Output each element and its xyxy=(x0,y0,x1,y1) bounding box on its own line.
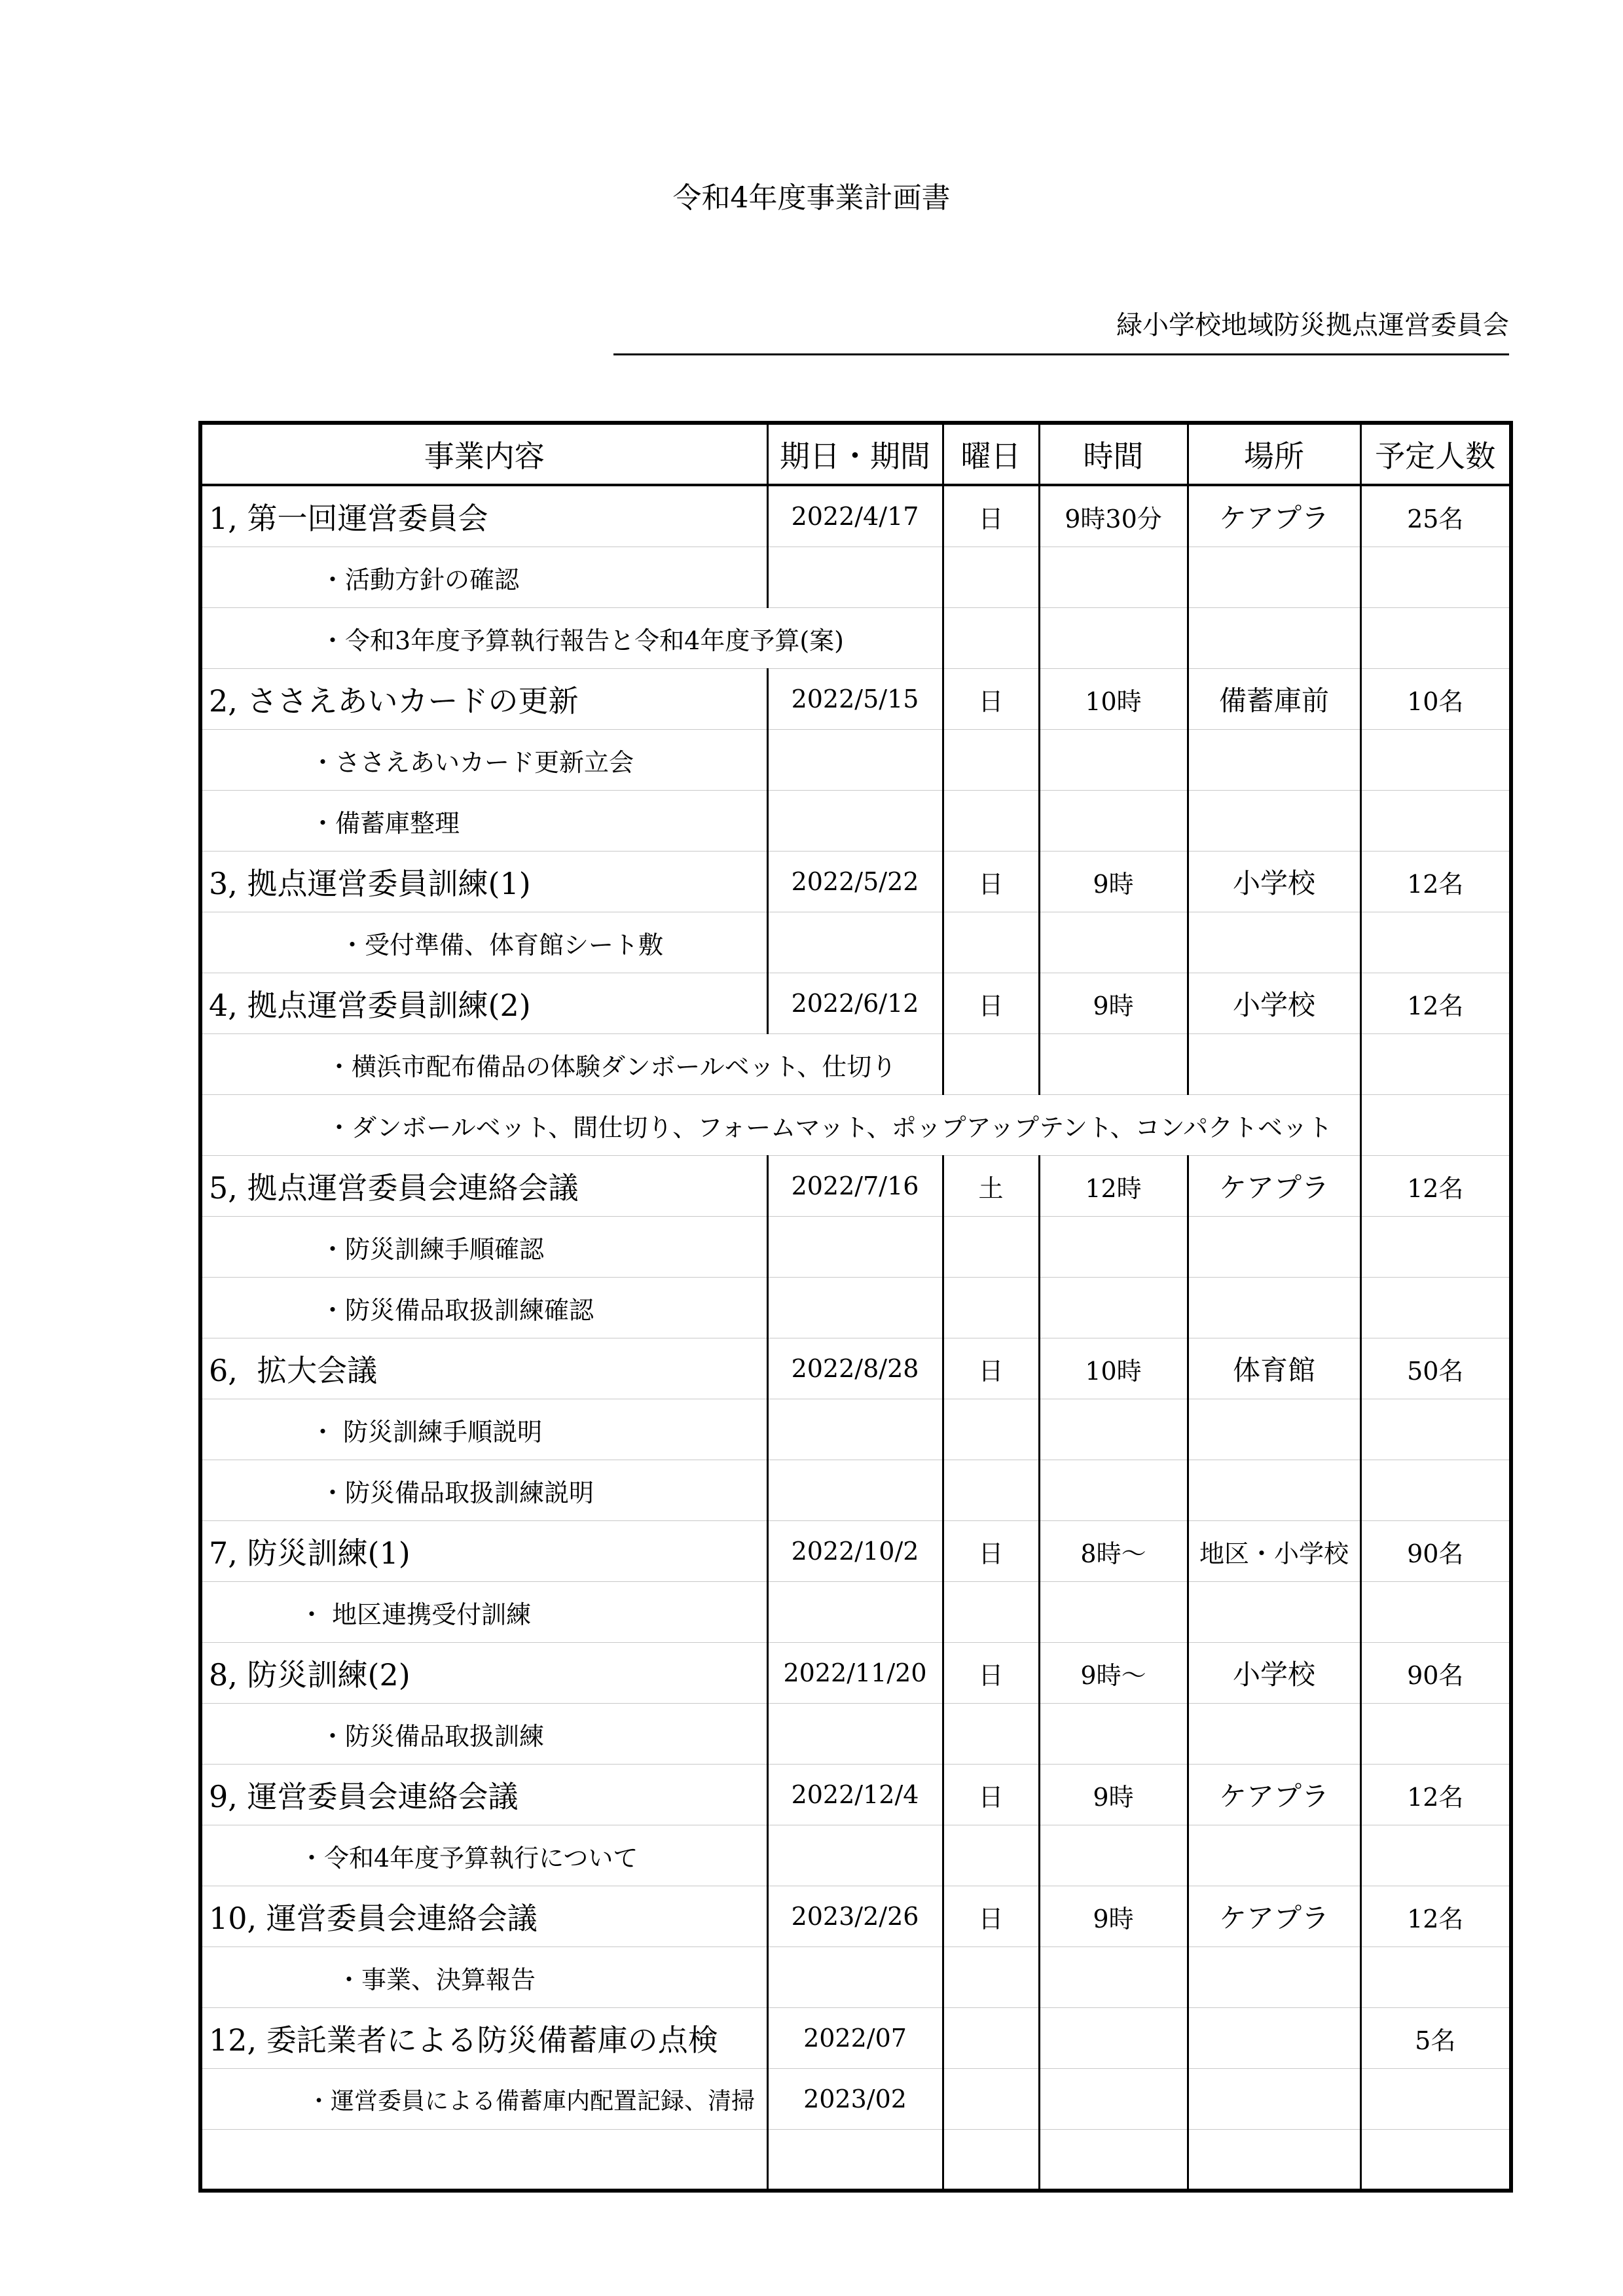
people-cell: 90名 xyxy=(1360,1643,1511,1704)
table-row xyxy=(200,608,1511,669)
people-cell xyxy=(1360,912,1511,973)
day-cell xyxy=(943,1217,1039,1278)
table-row xyxy=(200,1521,1511,1582)
people-cell xyxy=(1360,1825,1511,1886)
date-cell xyxy=(767,1278,943,1338)
day-cell xyxy=(943,1947,1039,2008)
time-cell xyxy=(1039,1460,1188,1521)
place-cell xyxy=(1188,2130,1360,2191)
day-cell xyxy=(943,608,1039,669)
time-cell xyxy=(1039,1825,1188,1886)
people-cell xyxy=(1360,791,1511,852)
day-cell: 日 xyxy=(943,1521,1039,1582)
place-cell xyxy=(1188,1947,1360,2008)
item-cell: 3, 拠点運営委員訓練(1) xyxy=(200,852,767,912)
item-cell: ・防災備品取扱訓練説明 xyxy=(200,1460,767,1521)
time-cell: 10時 xyxy=(1039,1338,1188,1399)
header-people: 予定人数 xyxy=(1360,423,1511,485)
place-cell xyxy=(1188,1704,1360,1765)
day-cell xyxy=(943,912,1039,973)
time-cell: 9時 xyxy=(1039,852,1188,912)
time-cell xyxy=(1039,1034,1188,1095)
time-cell xyxy=(1039,2069,1188,2130)
date-cell xyxy=(767,730,943,791)
date-cell: 2022/7/16 xyxy=(767,1156,943,1217)
time-cell: 12時 xyxy=(1039,1156,1188,1217)
table-row xyxy=(200,1278,1511,1338)
day-cell xyxy=(943,2069,1039,2130)
place-cell xyxy=(1188,1825,1360,1886)
people-cell xyxy=(1360,1399,1511,1460)
header-place: 場所 xyxy=(1188,423,1360,485)
table-row xyxy=(200,852,1511,912)
place-cell: 地区・小学校 xyxy=(1188,1521,1360,1582)
place-cell: 体育館 xyxy=(1188,1338,1360,1399)
people-cell xyxy=(1360,1460,1511,1521)
people-cell: 10名 xyxy=(1360,669,1511,730)
people-cell xyxy=(1360,1947,1511,2008)
day-cell xyxy=(943,730,1039,791)
day-cell xyxy=(943,1704,1039,1765)
time-cell xyxy=(1039,1278,1188,1338)
date-cell xyxy=(767,1825,943,1886)
header-time: 時間 xyxy=(1039,423,1188,485)
place-cell xyxy=(1188,730,1360,791)
day-cell: 日 xyxy=(943,852,1039,912)
day-cell: 日 xyxy=(943,669,1039,730)
place-cell xyxy=(1188,2008,1360,2069)
table-row xyxy=(200,973,1511,1034)
table-row xyxy=(200,1156,1511,1217)
time-cell: 9時 xyxy=(1039,1886,1188,1947)
place-cell: 小学校 xyxy=(1188,852,1360,912)
day-cell: 日 xyxy=(943,1643,1039,1704)
date-cell: 2022/8/28 xyxy=(767,1338,943,1399)
time-cell xyxy=(1039,791,1188,852)
people-cell: 12名 xyxy=(1360,1156,1511,1217)
people-cell xyxy=(1360,730,1511,791)
item-cell: ・ダンボールベット、間仕切り、フォームマット、ポップアップテント、コンパクトベット xyxy=(200,1095,1360,1156)
date-cell xyxy=(767,1460,943,1521)
table-row xyxy=(200,912,1511,973)
item-cell: ・ 防災訓練手順説明 xyxy=(200,1399,767,1460)
date-cell xyxy=(767,2130,943,2191)
place-cell xyxy=(1188,608,1360,669)
time-cell xyxy=(1039,1399,1188,1460)
people-cell xyxy=(1360,1582,1511,1643)
people-cell: 50名 xyxy=(1360,1338,1511,1399)
document-title: 令和4年度事業計画書 xyxy=(672,181,951,215)
date-cell: 2022/5/15 xyxy=(767,669,943,730)
day-cell: 日 xyxy=(943,1886,1039,1947)
item-cell: 8, 防災訓練(2) xyxy=(200,1643,767,1704)
people-cell xyxy=(1360,1034,1511,1095)
time-cell: 9時～ xyxy=(1039,1643,1188,1704)
day-cell xyxy=(943,1825,1039,1886)
item-cell: ・ 地区連携受付訓練 xyxy=(200,1582,767,1643)
table-row xyxy=(200,1886,1511,1947)
people-cell: 12名 xyxy=(1360,973,1511,1034)
table-row xyxy=(200,2008,1511,2069)
people-cell: 12名 xyxy=(1360,1886,1511,1947)
item-cell: 5, 拠点運営委員会連絡会議 xyxy=(200,1156,767,1217)
plan-table xyxy=(198,421,1513,2193)
time-cell: 10時 xyxy=(1039,669,1188,730)
people-cell xyxy=(1360,608,1511,669)
table-row xyxy=(200,791,1511,852)
table-row xyxy=(200,1825,1511,1886)
table-row xyxy=(200,547,1511,608)
date-cell xyxy=(767,1217,943,1278)
time-cell xyxy=(1039,912,1188,973)
date-cell xyxy=(767,1582,943,1643)
date-cell: 2022/07 xyxy=(767,2008,943,2069)
date-cell: 2023/2/26 xyxy=(767,1886,943,1947)
table-row xyxy=(200,1582,1511,1643)
item-cell: 7, 防災訓練(1) xyxy=(200,1521,767,1582)
table-row xyxy=(200,1399,1511,1460)
item-cell: 9, 運営委員会連絡会議 xyxy=(200,1765,767,1825)
people-cell xyxy=(1360,2069,1511,2130)
organization-name: 緑小学校地域防災拠点運営委員会 xyxy=(1116,310,1509,340)
day-cell xyxy=(943,1582,1039,1643)
organization-underline xyxy=(613,353,1509,355)
header-day: 曜日 xyxy=(943,423,1039,485)
place-cell xyxy=(1188,1217,1360,1278)
item-cell: 6, 拡大会議 xyxy=(200,1338,767,1399)
date-cell: 2022/6/12 xyxy=(767,973,943,1034)
people-cell: 90名 xyxy=(1360,1521,1511,1582)
people-cell: 12名 xyxy=(1360,1765,1511,1825)
people-cell xyxy=(1360,1278,1511,1338)
table-row xyxy=(200,1460,1511,1521)
time-cell xyxy=(1039,2008,1188,2069)
item-cell: ・活動方針の確認 xyxy=(200,547,767,608)
table-row xyxy=(200,1095,1511,1156)
time-cell xyxy=(1039,1582,1188,1643)
date-cell: 2022/12/4 xyxy=(767,1765,943,1825)
item-cell: 2, ささえあいカードの更新 xyxy=(200,669,767,730)
place-cell: ケアプラ xyxy=(1188,485,1360,547)
date-cell xyxy=(767,1399,943,1460)
place-cell: 小学校 xyxy=(1188,973,1360,1034)
day-cell xyxy=(943,1034,1039,1095)
date-cell: 2022/11/20 xyxy=(767,1643,943,1704)
time-cell xyxy=(1039,1704,1188,1765)
item-cell: 10, 運営委員会連絡会議 xyxy=(200,1886,767,1947)
date-cell xyxy=(767,791,943,852)
table-row xyxy=(200,669,1511,730)
day-cell xyxy=(943,2130,1039,2191)
item-cell: ・令和3年度予算執行報告と令和4年度予算(案) xyxy=(200,608,943,669)
table-row xyxy=(200,485,1511,547)
date-cell: 2022/4/17 xyxy=(767,485,943,547)
item-cell: ・防災訓練手順確認 xyxy=(200,1217,767,1278)
day-cell xyxy=(943,2008,1039,2069)
place-cell xyxy=(1188,912,1360,973)
time-cell xyxy=(1039,608,1188,669)
day-cell xyxy=(943,547,1039,608)
place-cell xyxy=(1188,1399,1360,1460)
place-cell: 小学校 xyxy=(1188,1643,1360,1704)
date-cell: 2022/5/22 xyxy=(767,852,943,912)
people-cell xyxy=(1360,547,1511,608)
item-cell: ・運営委員による備蓄庫内配置記録、清掃 xyxy=(200,2069,767,2130)
date-cell: 2023/02 xyxy=(767,2069,943,2130)
table-row xyxy=(200,730,1511,791)
table-row xyxy=(200,1034,1511,1095)
place-cell: ケアプラ xyxy=(1188,1886,1360,1947)
place-cell xyxy=(1188,547,1360,608)
day-cell xyxy=(943,791,1039,852)
day-cell xyxy=(943,1460,1039,1521)
people-cell xyxy=(1360,1095,1511,1156)
item-cell: 1, 第一回運営委員会 xyxy=(200,485,767,547)
place-cell xyxy=(1188,791,1360,852)
item-cell: ・横浜市配布備品の体験ダンボールベット、仕切り xyxy=(200,1034,943,1095)
time-cell: 9時 xyxy=(1039,973,1188,1034)
date-cell xyxy=(767,1704,943,1765)
day-cell xyxy=(943,1278,1039,1338)
place-cell xyxy=(1188,1460,1360,1521)
place-cell: 備蓄庫前 xyxy=(1188,669,1360,730)
table-row xyxy=(200,1338,1511,1399)
people-cell xyxy=(1360,1704,1511,1765)
header-item: 事業内容 xyxy=(200,423,767,485)
table-row xyxy=(200,1217,1511,1278)
day-cell xyxy=(943,1399,1039,1460)
place-cell xyxy=(1188,1582,1360,1643)
time-cell: 9時 xyxy=(1039,1765,1188,1825)
place-cell xyxy=(1188,1278,1360,1338)
date-cell xyxy=(767,1947,943,2008)
time-cell xyxy=(1039,1947,1188,2008)
date-cell: 2022/10/2 xyxy=(767,1521,943,1582)
table-row xyxy=(200,2069,1511,2130)
day-cell: 日 xyxy=(943,1765,1039,1825)
people-cell xyxy=(1360,2130,1511,2191)
day-cell: 日 xyxy=(943,485,1039,547)
table-row xyxy=(200,1947,1511,2008)
item-cell: ・防災備品取扱訓練確認 xyxy=(200,1278,767,1338)
time-cell: 9時30分 xyxy=(1039,485,1188,547)
table-row xyxy=(200,1643,1511,1704)
table-row xyxy=(200,2130,1511,2191)
people-cell xyxy=(1360,1217,1511,1278)
item-cell xyxy=(200,2130,767,2191)
day-cell: 日 xyxy=(943,1338,1039,1399)
item-cell: ・事業、決算報告 xyxy=(200,1947,767,2008)
table-row xyxy=(200,1765,1511,1825)
header-date: 期日・期間 xyxy=(767,423,943,485)
item-cell: ・備蓄庫整理 xyxy=(200,791,767,852)
day-cell: 日 xyxy=(943,973,1039,1034)
time-cell xyxy=(1039,2130,1188,2191)
table-header-row xyxy=(200,423,1511,485)
place-cell: ケアプラ xyxy=(1188,1765,1360,1825)
place-cell: ケアプラ xyxy=(1188,1156,1360,1217)
time-cell xyxy=(1039,547,1188,608)
time-cell: 8時～ xyxy=(1039,1521,1188,1582)
date-cell xyxy=(767,547,943,608)
place-cell xyxy=(1188,2069,1360,2130)
item-cell: 12, 委託業者による防災備蓄庫の点検 xyxy=(200,2008,767,2069)
item-cell: 4, 拠点運営委員訓練(2) xyxy=(200,973,767,1034)
item-cell: ・令和4年度予算執行について xyxy=(200,1825,767,1886)
place-cell xyxy=(1188,1034,1360,1095)
people-cell: 25名 xyxy=(1360,485,1511,547)
time-cell xyxy=(1039,730,1188,791)
item-cell: ・防災備品取扱訓練 xyxy=(200,1704,767,1765)
people-cell: 5名 xyxy=(1360,2008,1511,2069)
time-cell xyxy=(1039,1217,1188,1278)
day-cell: 土 xyxy=(943,1156,1039,1217)
table-row xyxy=(200,1704,1511,1765)
item-cell: ・ささえあいカード更新立会 xyxy=(200,730,767,791)
date-cell xyxy=(767,912,943,973)
people-cell: 12名 xyxy=(1360,852,1511,912)
item-cell: ・受付準備、体育館シート敷 xyxy=(200,912,767,973)
